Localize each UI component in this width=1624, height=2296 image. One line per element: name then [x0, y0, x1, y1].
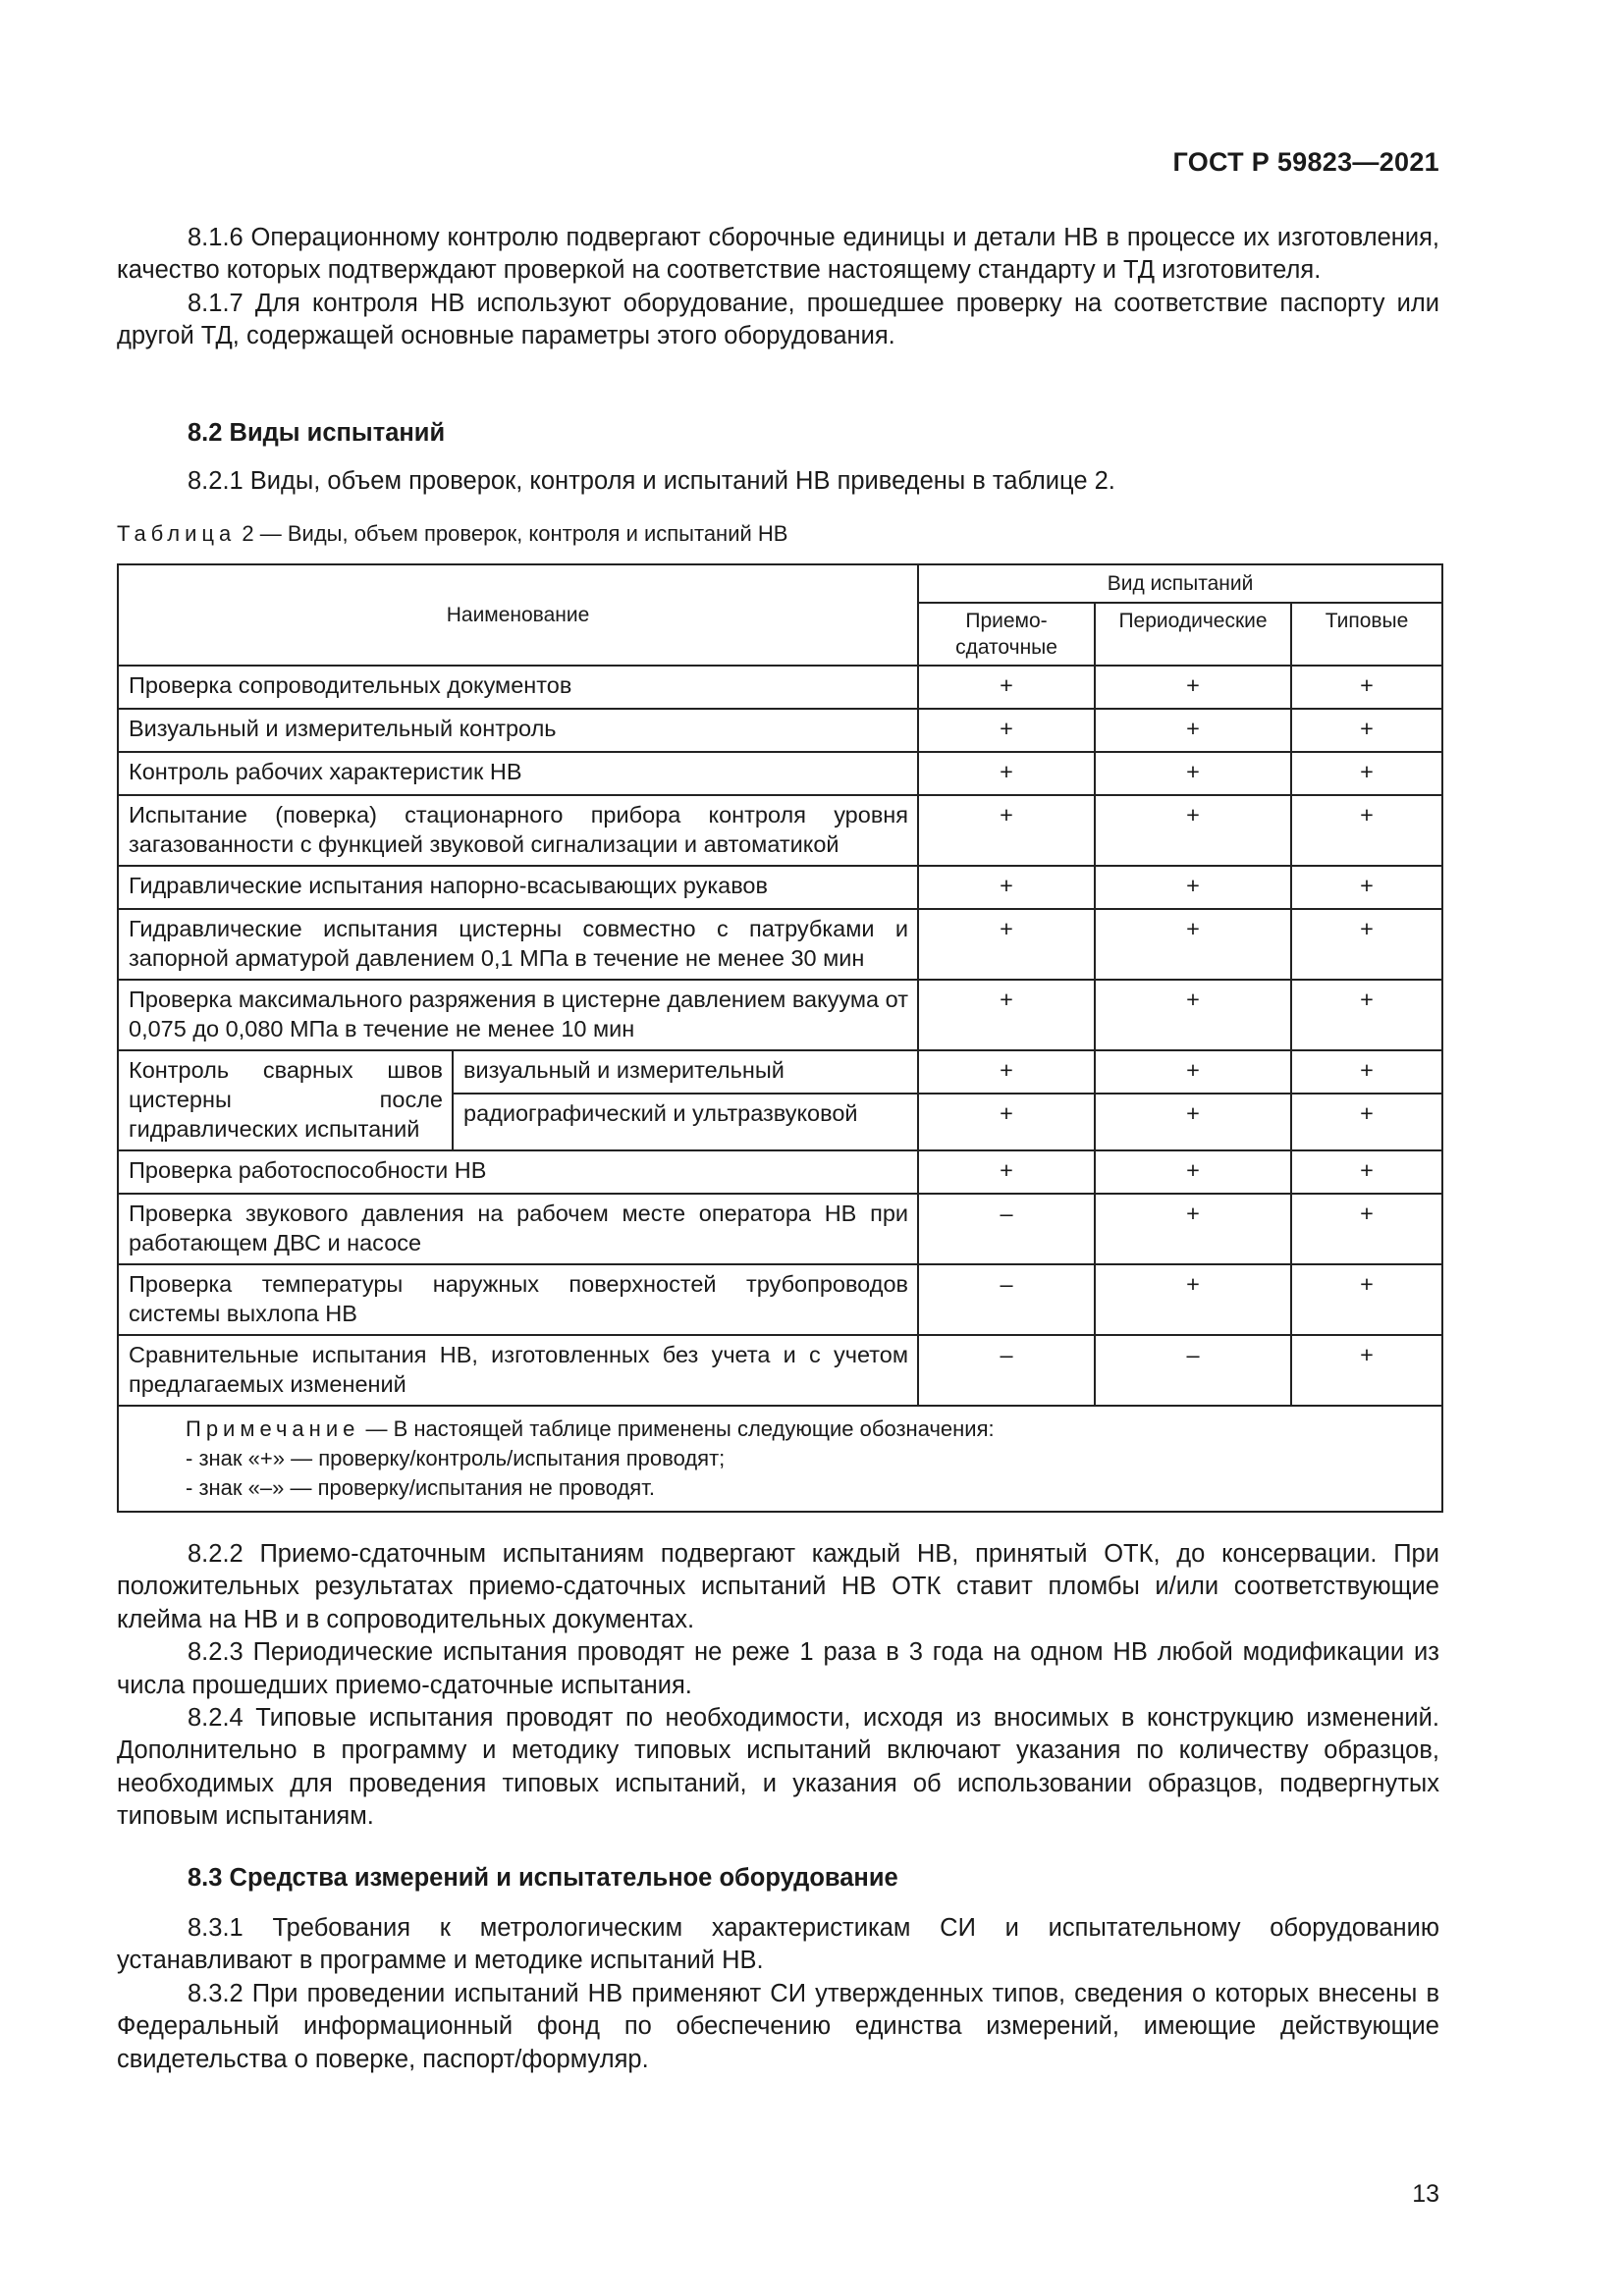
mark-cell: – — [1095, 1335, 1291, 1406]
weld-group-name: Контроль сварных швов цистерны после гидравлических испытаний — [118, 1050, 453, 1150]
paragraph-8-3-2: 8.3.2 При проведении испытаний НВ применяют СИ утвержденных типов, сведения о которых внесены в Федеральный информационный фонд по обеспечению единства измерений, имеющие действующие свидетельства о поверке, паспорт/формуляр. — [117, 1979, 1439, 2073]
table-row — [118, 1050, 1442, 1094]
mark-cell: + — [1095, 752, 1291, 795]
table-row — [118, 866, 1442, 909]
mark-cell: – — [918, 1194, 1095, 1264]
mark-cell: + — [1095, 795, 1291, 866]
mark-cell: + — [1095, 1050, 1291, 1094]
header-name: Наименование — [118, 564, 918, 666]
table-caption — [117, 519, 787, 549]
mark-cell: + — [918, 980, 1095, 1050]
document-designation: ГОСТ Р 59823—2021 — [1172, 147, 1439, 177]
mark-cell: + — [918, 752, 1095, 795]
mark-cell: + — [1291, 1150, 1442, 1194]
paragraph-8-2-1: 8.2.1 Виды, объем проверок, контроля и испытаний НВ приведены в таблице 2. — [188, 467, 1115, 495]
mark-cell: + — [1291, 1264, 1442, 1335]
table-body — [118, 666, 1442, 1512]
mark-cell: + — [1291, 980, 1442, 1050]
section-8-3-body — [117, 1912, 1439, 2076]
mark-cell: + — [1095, 1264, 1291, 1335]
mark-cell: + — [1291, 1335, 1442, 1406]
mark-cell: + — [1291, 709, 1442, 752]
table-row — [118, 1335, 1442, 1406]
mark-cell: + — [1291, 666, 1442, 709]
mark-cell: + — [1095, 666, 1291, 709]
table-row — [118, 1150, 1442, 1194]
row-name: Сравнительные испытания НВ, изготовленных без учета и с учетом предлагаемых изменений — [118, 1335, 918, 1406]
mark-cell: + — [1291, 1094, 1442, 1150]
paragraph-8-1-6: 8.1.6 Операционному контролю подвергают сборочные единицы и детали НВ в процессе их изготовления, качество которых подтверждают проверкой на соответствие настоящему стандарту и ТД изготовителя. — [117, 224, 1439, 285]
note-intro: — В настоящей таблице применены следующие обозначения: — [359, 1416, 995, 1441]
mark-cell: + — [1291, 1194, 1442, 1264]
top-paragraphs — [117, 222, 1439, 353]
mark-cell: + — [1095, 909, 1291, 980]
weld-subrow-name: радиографический и ультразвуковой — [453, 1094, 918, 1150]
mark-cell: + — [918, 1050, 1095, 1094]
mark-cell: + — [918, 1150, 1095, 1194]
row-name: Проверка температуры наружных поверхностей трубопроводов системы выхлопа НВ — [118, 1264, 918, 1335]
row-name: Гидравлические испытания цистерны совместно с патрубками и запорной арматурой давлением 0,1 МПа в течение не менее 30 мин — [118, 909, 918, 980]
header-acceptance: Приемо-сдаточные — [918, 603, 1095, 666]
mark-cell: + — [918, 1094, 1095, 1150]
table-row — [118, 666, 1442, 709]
paragraph-8-3-1: 8.3.1 Требования к метрологическим характеристикам СИ и испытательному оборудованию устанавливают в программе и методике испытаний НВ. — [117, 1914, 1439, 1975]
row-name: Испытание (поверка) стационарного прибора контроля уровня загазованности с функцией звуковой сигнализации и автоматикой — [118, 795, 918, 866]
row-name: Гидравлические испытания напорно-всасывающих рукавов — [118, 866, 918, 909]
row-name: Проверка максимального разряжения в цистерне давлением вакуума от 0,075 до 0,080 МПа в течение не менее 10 мин — [118, 980, 918, 1050]
header-test-type: Вид испытаний — [918, 564, 1442, 603]
header-periodic: Периодические — [1095, 603, 1291, 666]
table-caption-text: 2 — Виды, объем проверок, контроля и испытаний НВ — [242, 521, 788, 546]
mark-cell: + — [1095, 1094, 1291, 1150]
mark-cell: + — [918, 795, 1095, 866]
section-8-2 — [117, 417, 1439, 450]
paragraph-8-2-2: 8.2.2 Приемо-сдаточным испытаниям подвергают каждый НВ, принятый ОТК, до консервации. При положительных результатах приемо-сдаточных испытаний НВ ОТК ставит пломбы и/или соответствующие клейма на НВ и в сопроводительных документах. — [117, 1540, 1439, 1633]
row-name: Проверка работоспособности НВ — [118, 1150, 918, 1194]
table-row — [118, 709, 1442, 752]
section-8-3 — [117, 1862, 1439, 1895]
mark-cell: + — [1095, 1150, 1291, 1194]
section-8-2-body — [117, 465, 1439, 498]
note-item: - знак «+» — проверку/контроль/испытания проводят; — [186, 1446, 726, 1470]
mark-cell: + — [918, 666, 1095, 709]
page-number: 13 — [1412, 2180, 1439, 2208]
note-label: Примечание — [186, 1416, 360, 1441]
mark-cell: + — [1291, 752, 1442, 795]
paragraph-8-2-4: 8.2.4 Типовые испытания проводят по необходимости, исходя из вносимых в конструкцию изменений. Дополнительно в программу и методику типовых испытаний включают указания по количеству образцов, необходимых для проведения типовых испытаний, и указания об использовании образцов, подвергнутых типовым испытаниям. — [117, 1704, 1439, 1831]
mark-cell: + — [918, 709, 1095, 752]
note-intro-line — [186, 1415, 1432, 1444]
weld-subrow-name: визуальный и измерительный — [453, 1050, 918, 1094]
after-table-paragraphs — [117, 1538, 1439, 1834]
section-heading-8-2: 8.2 Виды испытаний — [188, 419, 446, 447]
row-name: Контроль рабочих характеристик НВ — [118, 752, 918, 795]
table-caption-label: Таблица — [117, 521, 237, 546]
mark-cell: + — [918, 909, 1095, 980]
mark-cell: + — [918, 866, 1095, 909]
table-note — [118, 1406, 1442, 1512]
paragraph-8-1-7: 8.1.7 Для контроля НВ используют оборудование, прошедшее проверку на соответствие паспорту или другой ТД, содержащей основные параметры этого оборудования. — [117, 289, 1439, 350]
mark-cell: + — [1095, 1194, 1291, 1264]
header-type: Типовые — [1291, 603, 1442, 666]
table-note-row — [118, 1406, 1442, 1512]
table-row — [118, 909, 1442, 980]
table-row — [118, 980, 1442, 1050]
section-heading-8-3: 8.3 Средства измерений и испытательное оборудование — [188, 1864, 898, 1892]
row-name: Проверка сопроводительных документов — [118, 666, 918, 709]
mark-cell: + — [1291, 1050, 1442, 1094]
mark-cell: + — [1291, 909, 1442, 980]
row-name: Визуальный и измерительный контроль — [118, 709, 918, 752]
mark-cell: + — [1291, 795, 1442, 866]
mark-cell: – — [918, 1264, 1095, 1335]
mark-cell: + — [1095, 980, 1291, 1050]
mark-cell: + — [1095, 709, 1291, 752]
table-row — [118, 795, 1442, 866]
table-row — [118, 1264, 1442, 1335]
paragraph-8-2-3: 8.2.3 Периодические испытания проводят не реже 1 раза в 3 года на одном НВ любой модификации из числа прошедших приемо-сдаточные испытания. — [117, 1638, 1439, 1699]
mark-cell: + — [1095, 866, 1291, 909]
table-row — [118, 752, 1442, 795]
table-row — [118, 1194, 1442, 1264]
row-name: Проверка звукового давления на рабочем месте оператора НВ при работающем ДВС и насосе — [118, 1194, 918, 1264]
mark-cell: + — [1291, 866, 1442, 909]
tests-table — [117, 563, 1443, 1513]
note-item: - знак «–» — проверку/испытания не проводят. — [186, 1475, 655, 1500]
mark-cell: – — [918, 1335, 1095, 1406]
